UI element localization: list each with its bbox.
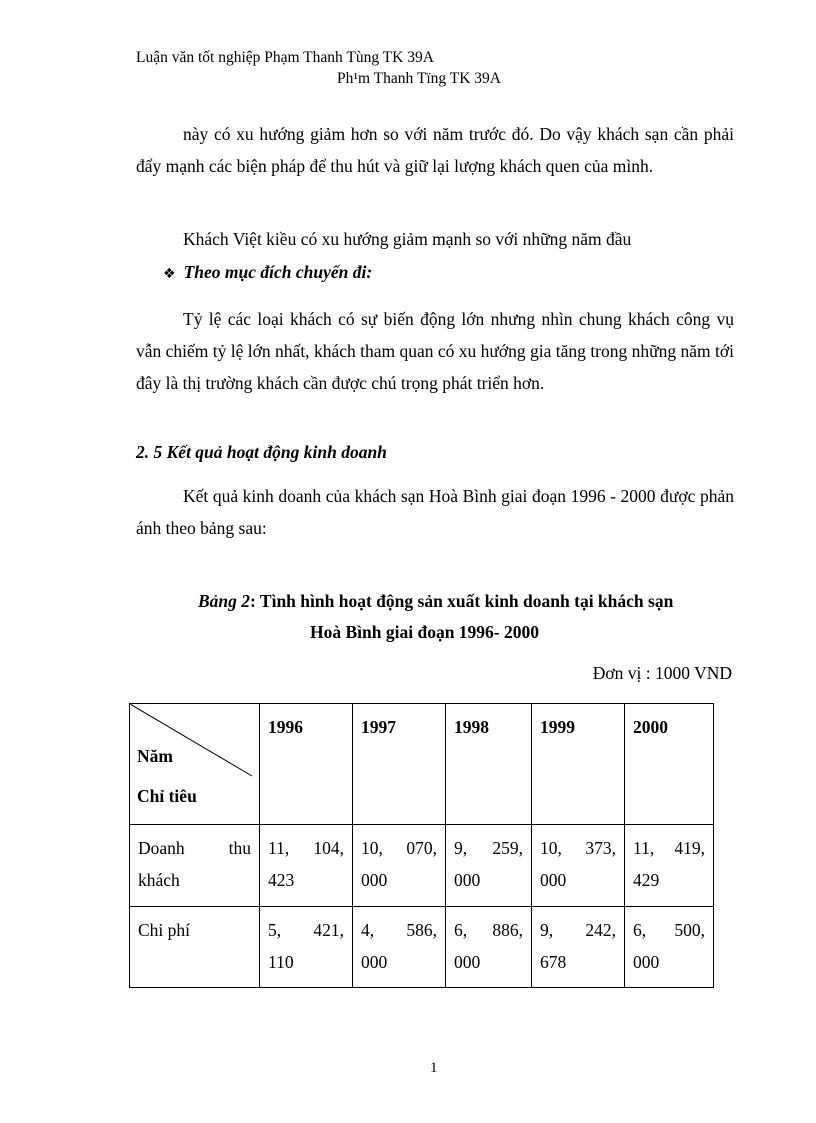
year-header: 1996 (268, 717, 303, 737)
cell-line-2: 000 (633, 952, 660, 972)
table-cell (532, 825, 625, 907)
cell-line-1: 5, 421, (268, 920, 344, 940)
table-row-cost (130, 907, 714, 988)
cell-line-2: 110 (268, 952, 294, 972)
year-header: 1997 (361, 717, 396, 737)
table-caption-line-2: Hoà Bình giai đoạn 1996- 2000 (310, 622, 540, 642)
diamond-bullet-icon: ❖ (163, 266, 176, 282)
cell-line-2: 000 (361, 870, 388, 890)
table-caption-title-part1: : Tình hình hoạt động sản xuất kinh doanh tại khách sạn (250, 591, 674, 611)
cell-line-1: 9, 242, (540, 920, 616, 940)
unit-label: Đơn vị : 1000 VND (592, 663, 732, 683)
row-label-revenue (130, 825, 260, 907)
running-header-line-2: Ph¹m Thanh Tïng TK 39A (337, 70, 501, 87)
business-results-table (129, 703, 714, 988)
year-header-cell (260, 704, 353, 825)
page-number: 1 (430, 1060, 438, 1076)
paragraph-results-intro: Kết quả kinh doanh của khách sạn Hoà Bình giai đoạn 1996 - 2000 được phản ánh theo bảng sau: (136, 486, 734, 538)
table-cell (446, 907, 532, 988)
cell-line-2: 423 (268, 870, 295, 890)
table-caption-line-1 (198, 591, 673, 612)
paragraph-guest-ratio: Tỷ lệ các loại khách có sự biến động lớn nhưng nhìn chung khách công vụ vẫn chiếm tỷ lệ lớn nhất, khách tham quan có xu hướng gia tăng trong những năm tới đây là thị trường khách cần được chú trọng phát triển hơn. (136, 309, 734, 393)
cell-line-2: 678 (540, 952, 567, 972)
cell-line-2: 000 (454, 952, 481, 972)
cell-line-2: 000 (540, 870, 567, 890)
table-cell (260, 907, 353, 988)
table-cell (532, 907, 625, 988)
running-header-line-1: Luận văn tốt nghiệp Phạm Thanh Tùng TK 39A (136, 49, 434, 66)
cell-line-1: 10, 373, (540, 838, 616, 858)
table-cell (353, 907, 446, 988)
section-heading-business-results: 2. 5 Kết quả hoạt động kinh doanh (136, 442, 387, 462)
table-cell (260, 825, 353, 907)
corner-label-year: Năm (137, 746, 173, 766)
year-header-cell (625, 704, 714, 825)
year-header: 2000 (633, 717, 668, 737)
cell-line-1: 11, 419, (633, 838, 705, 858)
row-label-line-1: Chi phí (138, 920, 191, 940)
cell-line-1: 6, 500, (633, 920, 705, 940)
cell-line-1: 11, 104, (268, 838, 344, 858)
table-caption-label: Bảng 2 (198, 591, 251, 611)
row-label-cost (130, 907, 260, 988)
bullet-heading-travel-purpose (163, 262, 372, 283)
table-cell (446, 825, 532, 907)
row-label-line-1: Doanh thu (138, 838, 251, 858)
bullet-heading-text: Theo mục đích chuyến đi: (183, 262, 373, 282)
year-header-cell (446, 704, 532, 825)
cell-line-2: 000 (454, 870, 481, 890)
cell-line-1: 6, 886, (454, 920, 523, 940)
year-header-cell (353, 704, 446, 825)
table-header-row (130, 704, 714, 825)
table-corner-cell (130, 704, 260, 825)
table-cell (625, 825, 714, 907)
cell-line-2: 000 (361, 952, 388, 972)
year-header-cell (532, 704, 625, 825)
cell-line-1: 10, 070, (361, 838, 437, 858)
table-cell (353, 825, 446, 907)
cell-line-1: 4, 586, (361, 920, 437, 940)
paragraph-overseas-vietnamese: Khách Việt kiều có xu hướng giảm mạnh so với những năm đầu (183, 229, 632, 249)
paragraph-guest-decline: này có xu hướng giảm hơn so với năm trước đó. Do vậy khách sạn cần phải đẩy mạnh các biện pháp để thu hút và giữ lại lượng khách quen của mình. (136, 124, 734, 176)
year-header: 1999 (540, 717, 575, 737)
table-row-revenue (130, 825, 714, 907)
cell-line-2: 429 (633, 870, 660, 890)
cell-line-1: 9, 259, (454, 838, 523, 858)
row-label-line-2: khách (138, 870, 180, 890)
table-cell (625, 907, 714, 988)
year-header: 1998 (454, 717, 489, 737)
corner-label-indicator: Chỉ tiêu (137, 786, 197, 806)
